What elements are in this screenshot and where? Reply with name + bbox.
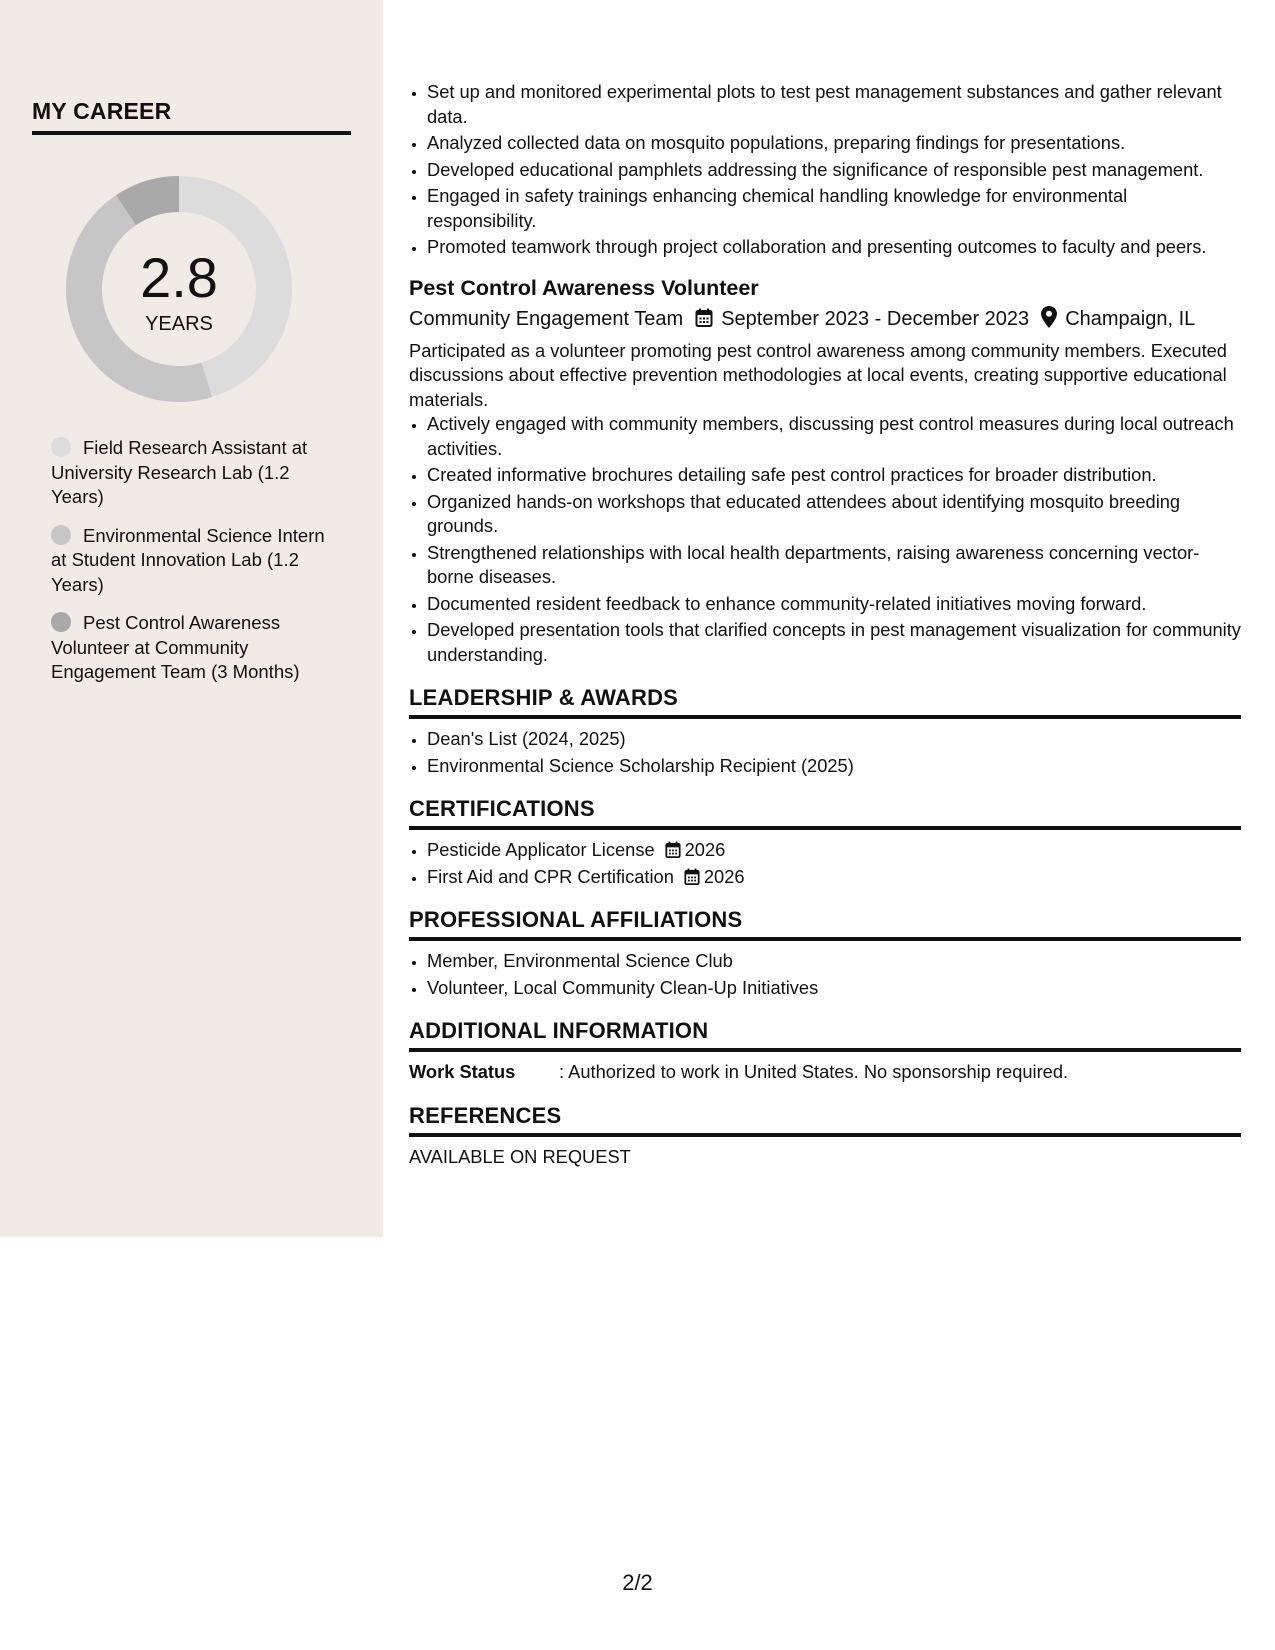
legend-label: Field Research Assistant at University Research Lab (1.2 Years) (51, 437, 308, 507)
list-item: • Member, Environmental Science Club (427, 949, 1241, 974)
affiliations-section-title: PROFESSIONAL AFFILIATIONS (409, 907, 1241, 941)
job-summary: Participated as a volunteer promoting pest control awareness among community members. Executed discussions about effective prevention methodologies at local events, creating supportive educational materials. (409, 339, 1227, 410)
list-item: • Developed educational pamphlets addressing the significance of responsible pest management. (427, 158, 1241, 183)
list-item: • Actively engaged with community members, discussing pest control measures during local outreach activities. (427, 412, 1241, 461)
job-title: Pest Control Awareness Volunteer (409, 275, 759, 300)
list-item: • Organized hands-on workshops that educated attendees about identifying mosquito breeding grounds. (427, 490, 1241, 539)
leadership-list (409, 727, 1241, 778)
map-pin-icon (1041, 306, 1057, 328)
calendar-icon (695, 308, 713, 328)
list-item: • Analyzed collected data on mosquito populations, preparing findings for presentations. (427, 131, 1241, 156)
list-item: • Set up and monitored experimental plots to test pest management substances and gather relevant data. (427, 80, 1241, 129)
career-legend (51, 436, 336, 699)
cert-name: Pesticide Applicator License (427, 839, 655, 860)
resume-main-column (409, 80, 1241, 1169)
job-meta (409, 305, 1241, 333)
career-heading: MY CAREER (32, 98, 351, 135)
career-donut-chart (66, 176, 292, 402)
work-status-row (409, 1060, 1241, 1085)
list-item: • Environmental Science Scholarship Recipient (2025) (427, 754, 1241, 779)
list-item: • Promoted teamwork through project collaboration and presenting outcomes to faculty and peers. (427, 235, 1241, 260)
career-sidebar (0, 0, 383, 1237)
job-dates: September 2023 - December 2023 (721, 307, 1030, 330)
job-location: Champaign, IL (1065, 307, 1196, 330)
legend-dot (51, 525, 71, 545)
cert-name: First Aid and CPR Certification (427, 865, 674, 887)
list-item: • Volunteer, Local Community Clean-Up Initiatives (427, 976, 1241, 1001)
references-section-title: REFERENCES (409, 1103, 1241, 1137)
calendar-icon (665, 841, 681, 859)
list-item: • Created informative brochures detailing safe pest control practices for broader distribution. (427, 463, 1241, 488)
list-item: • Developed presentation tools that clarified concepts in pest management visualization for community understanding. (427, 618, 1241, 667)
leadership-section-title: LEADERSHIP & AWARDS (409, 685, 1241, 719)
certifications-list (409, 838, 1241, 889)
list-item (427, 865, 1241, 890)
legend-item (51, 524, 336, 598)
career-total-unit: YEARS (145, 313, 213, 335)
cert-year: 2026 (684, 839, 726, 860)
additional-info-section-title: ADDITIONAL INFORMATION (409, 1018, 1241, 1052)
certifications-section-title: CERTIFICATIONS (409, 796, 1241, 830)
calendar-icon (684, 868, 700, 886)
legend-dot (51, 437, 71, 457)
job-bullets (409, 412, 1241, 667)
page-number: 2/2 (622, 1570, 653, 1595)
list-item: • Engaged in safety trainings enhancing chemical handling knowledge for environmental responsibility. (427, 184, 1241, 233)
legend-item (51, 611, 336, 685)
work-status-label: Work Status (409, 1061, 516, 1082)
list-item (427, 838, 1241, 863)
cert-year: 2026 (703, 865, 745, 887)
list-item: • Dean's List (2024, 2025) (427, 727, 1241, 752)
list-item: • Strengthened relationships with local health departments, raising awareness concerning vector-borne diseases. (427, 541, 1241, 590)
job-company: Community Engagement Team (409, 307, 684, 330)
legend-item (51, 436, 336, 510)
references-text: AVAILABLE ON REQUEST (409, 1145, 631, 1167)
legend-label: Pest Control Awareness Volunteer at Community Engagement Team (3 Months) (51, 612, 300, 682)
list-item: • Documented resident feedback to enhance community-related initiatives moving forward. (427, 592, 1241, 617)
career-total-value: 2.8 (140, 246, 218, 309)
previous-job-bullets (409, 80, 1241, 260)
legend-label: Environmental Science Intern at Student Innovation Lab (1.2 Years) (51, 524, 325, 595)
work-status-value: : Authorized to work in United States. No sponsorship required. (559, 1061, 1069, 1082)
legend-dot (51, 612, 71, 632)
affiliations-list (409, 949, 1241, 1000)
